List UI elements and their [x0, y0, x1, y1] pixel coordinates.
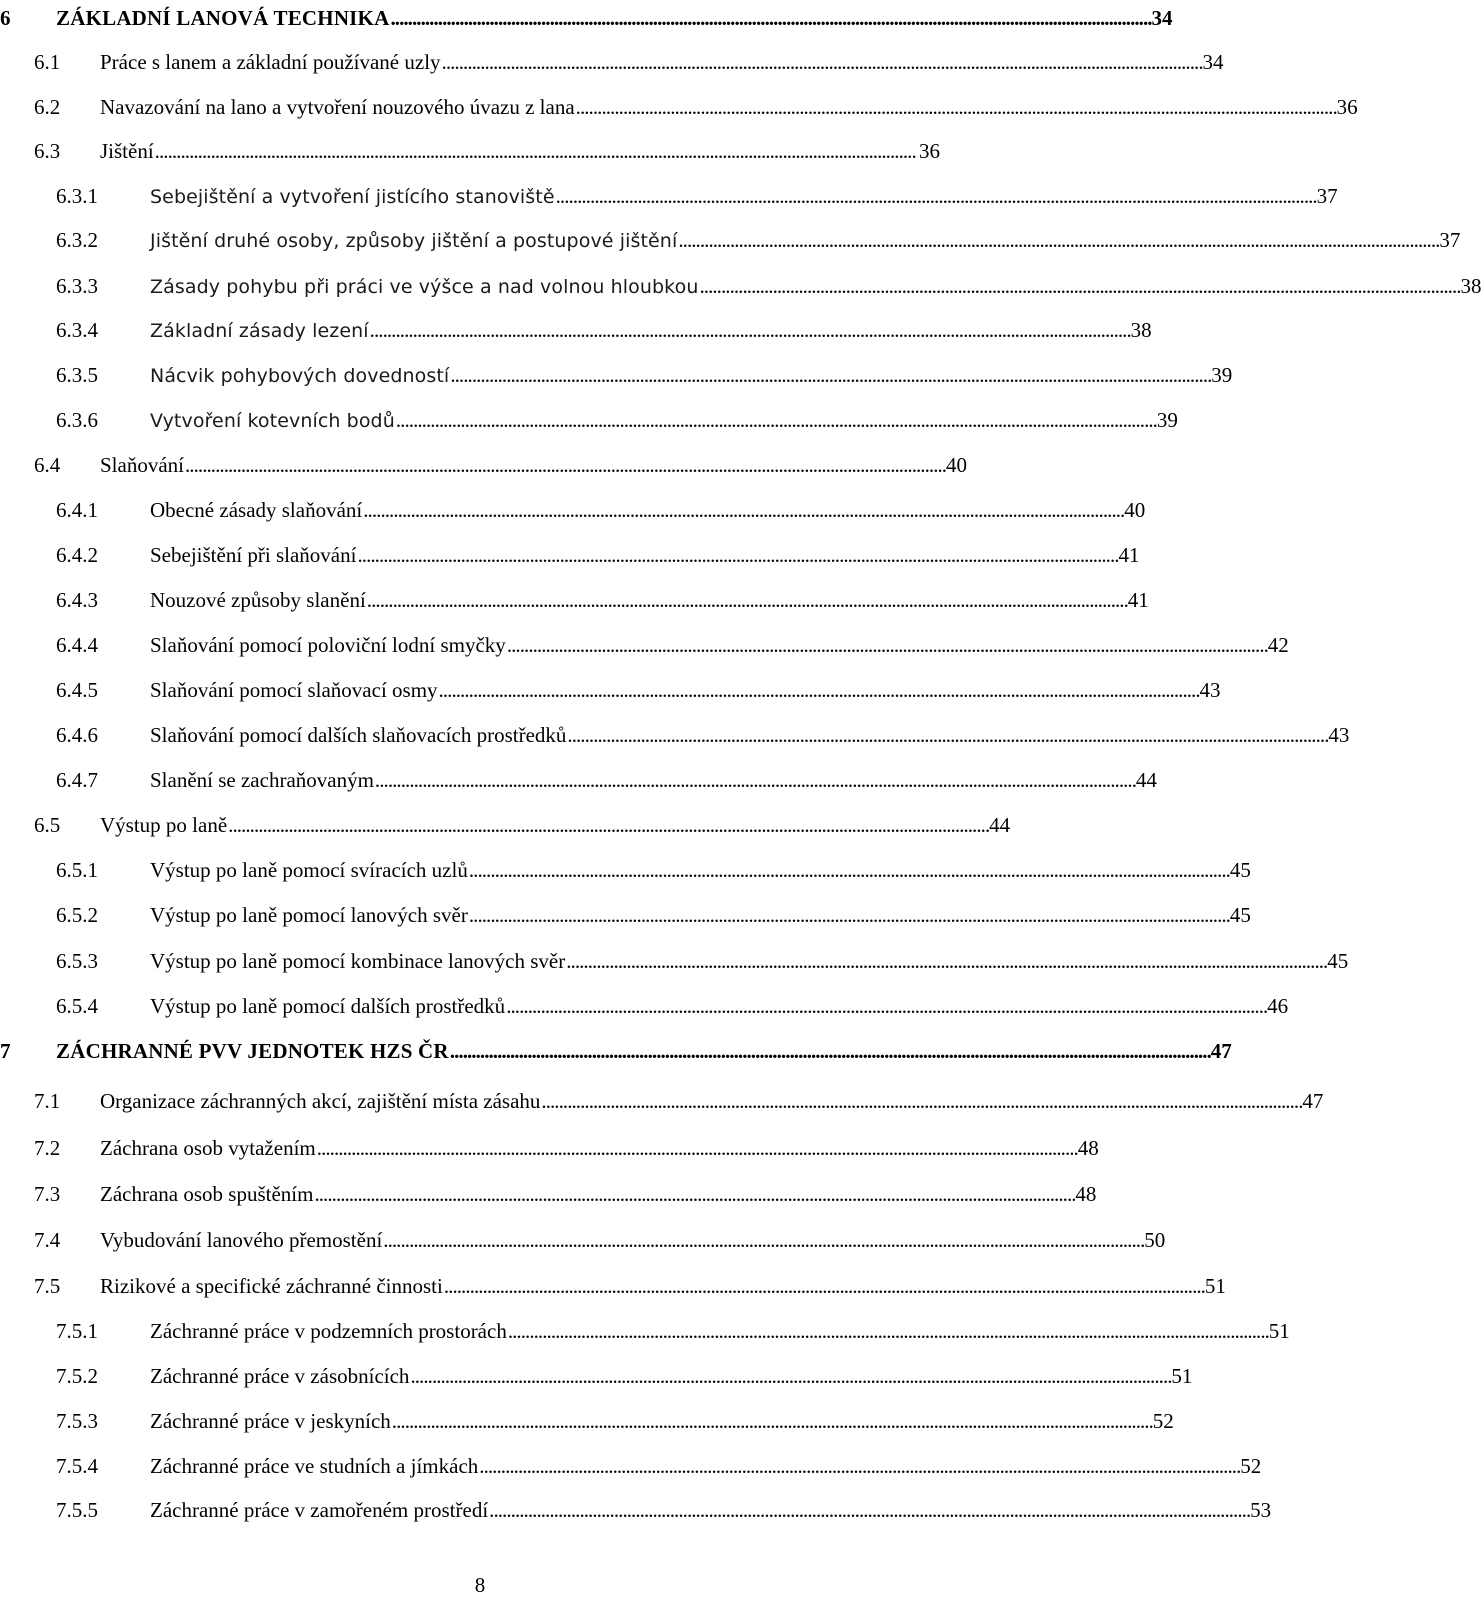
toc-entry-dot-leader	[375, 762, 1134, 798]
toc-entry-number: 6.3.3	[56, 274, 98, 298]
toc-entry-page-number: 50	[1144, 1228, 1166, 1252]
toc-entry-dot-leader	[479, 1448, 1238, 1484]
toc-entry-title: Jištění druhé osoby, způsoby jištění a postupové jištění	[150, 230, 678, 252]
toc-entry-title: Práce s lanem a základní používané uzly	[100, 50, 441, 74]
toc-entry-dot-leader	[469, 897, 1228, 933]
toc-entry-title: Vybudování lanového přemostění	[100, 1228, 383, 1252]
toc-entry-leader-line	[100, 1130, 1099, 1166]
toc-entry[interactable]	[0, 1268, 1226, 1304]
toc-entry-number: 6.3.5	[56, 363, 98, 387]
toc-entry-page-number: 40	[1124, 498, 1146, 522]
toc-entry-dot-leader	[317, 1130, 1076, 1166]
toc-entry-dot-leader	[469, 852, 1228, 888]
toc-entry-page-number: 34	[1151, 6, 1173, 30]
toc-entry-page-number: 39	[1156, 408, 1178, 432]
toc-entry[interactable]	[0, 897, 1251, 933]
toc-entry-dot-leader	[367, 582, 1126, 618]
toc-entry-number: 7.5.4	[56, 1454, 98, 1478]
toc-entry[interactable]	[0, 1033, 1232, 1069]
toc-entry[interactable]	[0, 1492, 1272, 1528]
toc-entry-leader-line	[100, 133, 940, 169]
toc-entry-dot-leader	[370, 312, 1129, 348]
toc-entry-page-number: 51	[1204, 1274, 1226, 1298]
toc-entry-number: 7.5.2	[56, 1364, 98, 1388]
toc-entry-title: ZÁKLADNÍ LANOVÁ TECHNIKA	[56, 6, 390, 30]
toc-entry-number: 6.5	[34, 813, 61, 837]
toc-entry-number: 6.3.4	[56, 318, 98, 342]
toc-entry-leader-line	[150, 492, 1146, 528]
toc-entry-title: Jištění	[100, 139, 154, 163]
toc-entry[interactable]	[0, 357, 1233, 393]
toc-entry-dot-leader	[508, 1313, 1267, 1349]
toc-entry-leader-line	[150, 582, 1149, 618]
toc-entry-number: 6.2	[34, 95, 61, 119]
toc-entry-page-number: 46	[1267, 994, 1289, 1018]
toc-entry-page-number: 47	[1302, 1089, 1324, 1113]
toc-entry-leader-line	[100, 1083, 1324, 1119]
toc-entry-leader-line	[100, 44, 1224, 80]
toc-entry-title: Slanění se zachraňovaným	[150, 768, 374, 792]
toc-entry[interactable]	[0, 402, 1178, 438]
toc-entry-title: Záchranné práce v jeskyních	[150, 1409, 391, 1433]
toc-entry-page-number: 43	[1199, 678, 1221, 702]
toc-entry-leader-line	[150, 762, 1157, 798]
toc-entry-number: 7.5.5	[56, 1498, 98, 1522]
toc-entry[interactable]	[0, 537, 1140, 573]
toc-entry-title: Organizace záchranných akcí, zajištění místa zásahu	[100, 1089, 541, 1113]
toc-entry-leader-line	[150, 537, 1140, 573]
toc-entry-leader-line	[100, 1222, 1166, 1258]
toc-entry[interactable]	[0, 1448, 1262, 1484]
toc-entry-dot-leader	[450, 357, 1209, 393]
toc-entry-title: Záchrana osob vytažením	[100, 1136, 316, 1160]
toc-entry-number: 7.5.1	[56, 1319, 98, 1343]
toc-entry-number: 6.3.1	[56, 184, 98, 208]
toc-entry-dot-leader	[678, 222, 1437, 258]
toc-entry-number: 7.4	[34, 1228, 61, 1252]
toc-entry-number: 6.4.4	[56, 633, 98, 657]
toc-entry-dot-leader	[567, 717, 1326, 753]
toc-entry[interactable]	[0, 943, 1349, 979]
toc-entry-dot-leader	[556, 178, 1315, 214]
toc-entry-page-number: 45	[1229, 858, 1251, 882]
toc-entry-page-number: 39	[1211, 363, 1233, 387]
toc-entry-dot-leader	[442, 44, 1201, 80]
toc-entry-leader-line	[100, 807, 1011, 843]
toc-entry-page-number: 48	[1077, 1136, 1099, 1160]
toc-entry[interactable]	[0, 1130, 1099, 1166]
toc-entry-dot-leader	[185, 447, 944, 483]
toc-entry[interactable]	[0, 717, 1350, 753]
toc-entry-dot-leader	[357, 537, 1116, 573]
toc-entry-number: 6.1	[34, 50, 61, 74]
toc-entry-leader-line	[100, 1268, 1226, 1304]
toc-entry-dot-leader	[576, 89, 1335, 125]
toc-entry-title: Slaňování	[100, 453, 184, 477]
toc-entry-leader-line	[150, 1403, 1174, 1439]
toc-entry-title: Výstup po laně pomocí kombinace lanových svěr	[150, 949, 566, 973]
toc-entry[interactable]	[0, 44, 1224, 80]
toc-entry-dot-leader	[507, 627, 1266, 663]
toc-entry-leader-line	[150, 402, 1178, 439]
toc-entry-dot-leader	[155, 133, 917, 169]
toc-entry-dot-leader	[506, 988, 1265, 1024]
toc-entry-title: Záchranné práce v zásobnících	[150, 1364, 410, 1388]
toc-entry-leader-line	[150, 897, 1251, 933]
toc-entry-leader-line	[150, 852, 1251, 888]
toc-entry-leader-line	[56, 1033, 1232, 1069]
toc-entry-number: 6.4.7	[56, 768, 98, 792]
toc-entry-number: 6.3	[34, 139, 61, 163]
toc-entry-leader-line	[100, 89, 1358, 125]
toc-entry[interactable]	[0, 133, 940, 169]
toc-entry-page-number: 41	[1127, 588, 1149, 612]
toc-entry-dot-leader	[489, 1492, 1248, 1528]
toc-entry-leader-line	[150, 627, 1289, 663]
toc-entry-dot-leader	[444, 1268, 1203, 1304]
toc-entry-page-number: 45	[1327, 949, 1349, 973]
toc-entry-title: Zásady pohybu při práci ve výšce a nad volnou hloubkou	[150, 276, 699, 298]
toc-entry[interactable]	[0, 582, 1149, 618]
toc-entry-dot-leader	[314, 1176, 1073, 1212]
toc-entry-number: 6.4	[34, 453, 61, 477]
toc-entry-title: Vytvoření kotevních bodů	[150, 410, 395, 432]
toc-entry-title: Záchrana osob spuštěním	[100, 1182, 314, 1206]
toc-entry-title: Záchranné práce v zamořeném prostředí	[150, 1498, 489, 1522]
toc-entry[interactable]	[0, 1083, 1324, 1119]
toc-entry-page-number: 51	[1171, 1364, 1193, 1388]
toc-entry-leader-line	[150, 312, 1152, 349]
toc-entry-leader-line	[100, 447, 967, 483]
toc-entry-page-number: 47	[1210, 1039, 1232, 1063]
toc-entry-leader-line	[150, 1313, 1290, 1349]
toc-entry-number: 7.3	[34, 1182, 61, 1206]
toc-entry-title: Rizikové a specifické záchranné činnosti	[100, 1274, 443, 1298]
toc-entry-dot-leader	[439, 672, 1198, 708]
toc-entry-title: Sebejištění při slaňování	[150, 543, 357, 567]
toc-entry-page-number: 44	[989, 813, 1011, 837]
toc-entry-title: Nácvik pohybových dovedností	[150, 365, 450, 387]
toc-entry[interactable]	[0, 178, 1338, 214]
toc-entry-page-number: 37	[1439, 228, 1461, 252]
toc-entry-leader-line	[150, 943, 1349, 979]
toc-entry-title: Základní zásady lezení	[150, 320, 369, 342]
toc-entry-dot-leader	[566, 943, 1325, 979]
toc-entry-number: 7.2	[34, 1136, 61, 1160]
toc-entry-title: Slaňování pomocí dalších slaňovacích prostředků	[150, 723, 567, 747]
toc-entry-leader-line	[150, 717, 1350, 753]
toc-entry[interactable]	[0, 312, 1152, 348]
toc-entry-leader-line	[150, 1448, 1262, 1484]
toc-entry-page-number: 44	[1135, 768, 1157, 792]
toc-entry-dot-leader	[410, 1358, 1169, 1394]
toc-entry-leader-line	[150, 1358, 1193, 1394]
toc-entry-page-number: 41	[1118, 543, 1140, 567]
toc-entry[interactable]	[0, 1358, 1193, 1394]
toc-entry-number: 6.4.3	[56, 588, 98, 612]
toc-entry-leader-line	[150, 357, 1233, 394]
toc-entry[interactable]	[0, 1222, 1166, 1258]
toc-entry[interactable]	[0, 672, 1221, 708]
toc-entry-title: Výstup po laně pomocí lanových svěr	[150, 903, 468, 927]
toc-entry[interactable]	[0, 1176, 1097, 1212]
toc-entry-dot-leader	[541, 1083, 1300, 1119]
toc-entry-leader-line	[150, 222, 1461, 259]
page-number: 8	[474, 1573, 486, 1597]
toc-entry-number: 6.3.2	[56, 228, 98, 252]
toc-entry-dot-leader	[390, 0, 1149, 36]
toc-entry-number: 6.5.4	[56, 994, 98, 1018]
toc-entry-dot-leader	[363, 492, 1122, 528]
toc-entry-dot-leader	[228, 807, 987, 843]
toc-entry-number: 6.4.5	[56, 678, 98, 702]
toc-entry-page-number: 43	[1328, 723, 1350, 747]
toc-entry-number: 7.1	[34, 1089, 61, 1113]
toc-entry-number: 7	[0, 1039, 11, 1063]
toc-entry-title: Sebejištění a vytvoření jistícího stanoviště	[150, 186, 555, 208]
toc-entry-number: 6.4.2	[56, 543, 98, 567]
toc-entry-title: Slaňování pomocí slaňovací osmy	[150, 678, 438, 702]
toc-entry-title: Výstup po laně pomocí dalších prostředků	[150, 994, 506, 1018]
toc-entry-dot-leader	[392, 1403, 1151, 1439]
toc-entry-leader-line	[150, 1492, 1272, 1528]
toc-entry-number: 6.5.2	[56, 903, 98, 927]
toc-entry[interactable]	[0, 807, 1011, 843]
toc-entry-number: 6.5.3	[56, 949, 98, 973]
toc-entry-page-number: 51	[1268, 1319, 1290, 1343]
toc-entry-number: 7.5.3	[56, 1409, 98, 1433]
toc-entry-page-number: 42	[1267, 633, 1289, 657]
toc-entry-title: Výstup po laně pomocí svíracích uzlů	[150, 858, 468, 882]
toc-entry[interactable]	[0, 268, 1481, 304]
toc-entry-title: Nouzové způsoby slanění	[150, 588, 366, 612]
toc-entry[interactable]	[0, 0, 1173, 36]
toc-entry-page-number: 34	[1202, 50, 1224, 74]
toc-entry[interactable]	[0, 89, 1358, 125]
toc-entry-page-number: 52	[1240, 1454, 1262, 1478]
toc-entry-title: Záchranné práce ve studních a jímkách	[150, 1454, 479, 1478]
toc-entry-number: 6.4.6	[56, 723, 98, 747]
toc-entry[interactable]	[0, 1313, 1290, 1349]
toc-entry-page-number: 40	[945, 453, 967, 477]
toc-entry[interactable]	[0, 988, 1289, 1024]
toc-entry-leader-line	[150, 268, 1481, 305]
toc-entry-number: 6	[0, 6, 11, 30]
toc-entry-number: 6.5.1	[56, 858, 98, 882]
toc-entry-dot-leader	[383, 1222, 1142, 1258]
toc-entry-number: 6.4.1	[56, 498, 98, 522]
toc-entry[interactable]	[0, 1403, 1174, 1439]
toc-entry-dot-leader	[699, 268, 1458, 304]
toc-entry-title: ZÁCHRANNÉ PVV JEDNOTEK HZS ČR	[56, 1039, 449, 1063]
toc-entry[interactable]	[0, 447, 967, 483]
toc-entry-page-number: 53	[1250, 1498, 1272, 1522]
toc-entry[interactable]	[0, 492, 1146, 528]
toc-entry-title: Záchranné práce v podzemních prostorách	[150, 1319, 507, 1343]
toc-entry-dot-leader	[450, 1033, 1209, 1069]
toc-entry[interactable]	[0, 852, 1251, 888]
toc-entry-page-number: 45	[1229, 903, 1251, 927]
toc-entry[interactable]	[0, 762, 1157, 798]
toc-entry-number: 7.5	[34, 1274, 61, 1298]
toc-entry-leader-line	[150, 178, 1338, 215]
toc-entry-page-number: 36	[919, 139, 940, 163]
toc-entry-leader-line	[150, 672, 1221, 708]
toc-entry-leader-line	[100, 1176, 1097, 1212]
toc-entry-page-number: 37	[1316, 184, 1338, 208]
toc-entry-number: 6.3.6	[56, 408, 98, 432]
toc-entry-page-number: 36	[1336, 95, 1358, 119]
toc-entry-title: Slaňování pomocí poloviční lodní smyčky	[150, 633, 506, 657]
toc-entry-page-number: 38	[1130, 318, 1152, 342]
toc-entry-page-number: 52	[1152, 1409, 1174, 1433]
toc-entry[interactable]	[0, 222, 1461, 258]
toc-entry-title: Navazování na lano a vytvoření nouzového úvazu z lana	[100, 95, 575, 119]
toc-entry[interactable]	[0, 627, 1289, 663]
toc-entry-title: Výstup po laně	[100, 813, 228, 837]
toc-entry-dot-leader	[396, 402, 1155, 438]
toc-entry-leader-line	[56, 0, 1173, 36]
toc-entry-title: Obecné zásady slaňování	[150, 498, 363, 522]
toc-entry-page-number: 38	[1460, 274, 1481, 298]
toc-entry-leader-line	[150, 988, 1289, 1024]
toc-entry-page-number: 48	[1075, 1182, 1097, 1206]
